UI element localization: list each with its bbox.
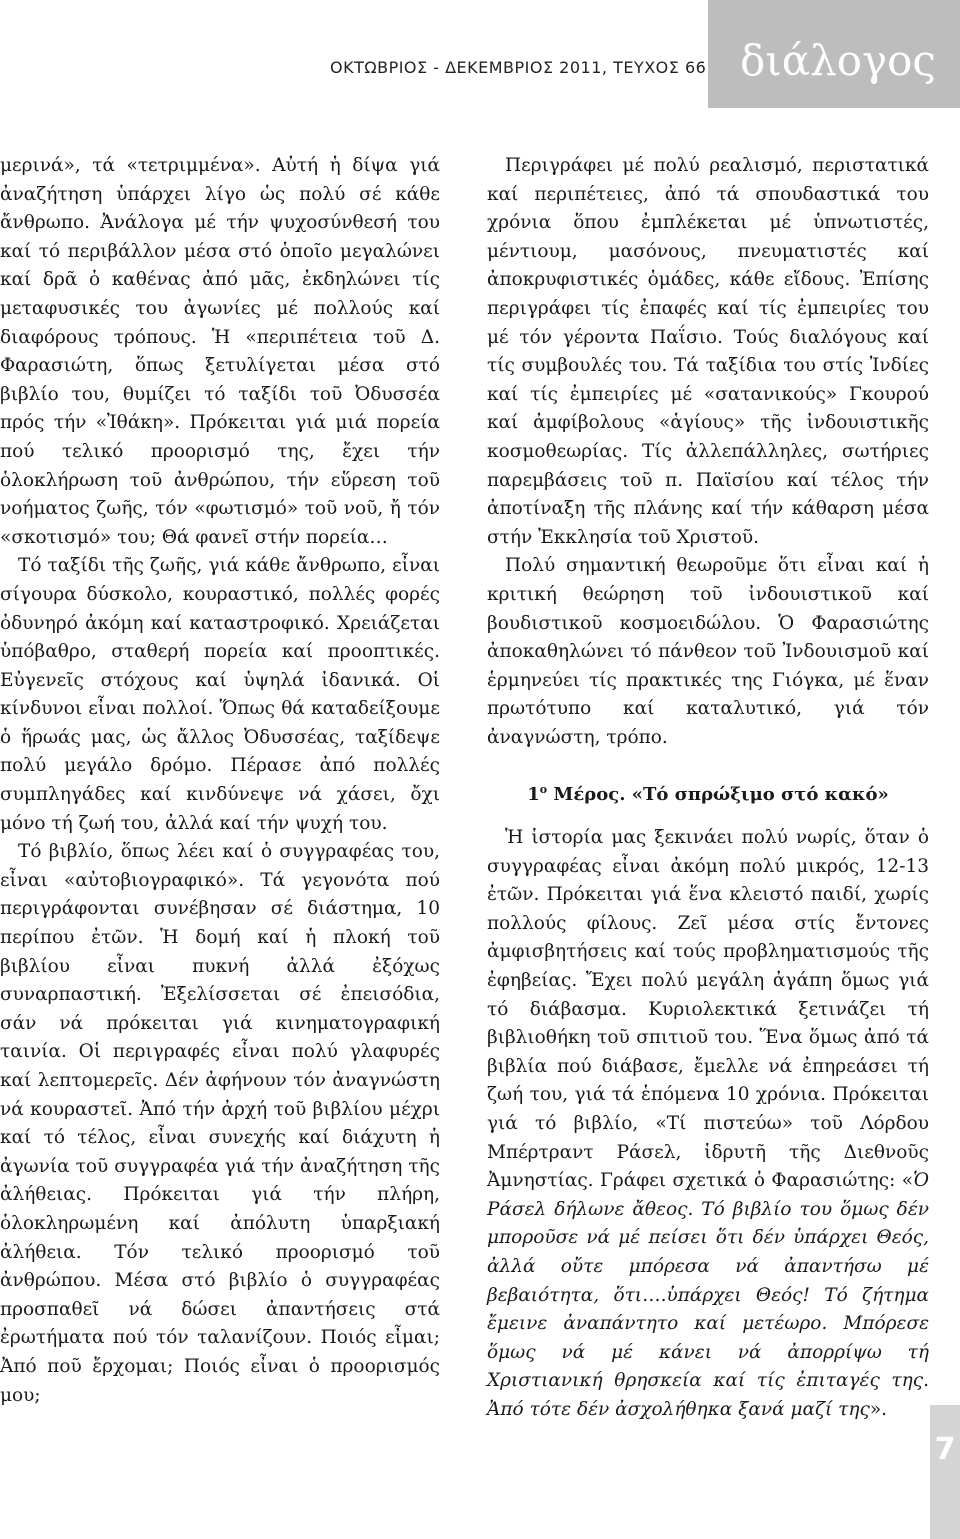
left-column (0, 152, 440, 1410)
section-heading-text: Μέρος. «Τό σπρώξιμο στό κακό» (553, 784, 889, 806)
right-paragraph-2: Πολύ σημαντική θεωροῦμε ὅτι εἶναι καί ἡ κριτική θεώρηση τοῦ ἰνδουιστικοῦ καί βουδιστικοῦ κοσμοειδώλου. Ὁ Φαρασιώτης ἀποκαθηλώνει τό πάνθεον τοῦ Ἰνδουισμοῦ καί ἑρμηνεύει τίς πρακτικές της Γιόγκα, μέ ἕναν πρωτότυπο καί καταλυτικό, γιά τόν ἀναγνώστη, τρόπο. (487, 555, 929, 748)
section-heading-ordinal: ο (539, 783, 548, 797)
right-paragraph-3-text: Ἡ ἱστορία μας ξεκινάει πολύ νωρίς, ὅταν ὁ συγγραφέας εἶναι ἀκόμη πολύ μικρός, 12-13 ἐτῶν. Πρόκειται γιά ἕνα κλειστό παιδί, χωρίς πολλούς φίλους. Ζεῖ μέσα στίς ἔντονες ἀμφισβητήσεις καί τούς προβληματισμούς τῆς ἐφηβείας. Ἔχει πολύ μεγάλη ἀγάπη ὅμως γιά τό διάβασμα. Κυριολεκτικά ξετινάζει τή βιβλιοθήκη τοῦ σπιτιοῦ του. Ἕνα ὅμως ἀπό τά βιβλία πού διάβασε, ἔμελλε νά ἐπηρεάσει τή ζωή του, γιά τά ἑπόμενα 10 χρόνια. Πρόκειται γιά τό βιβλίο, «Τί πιστεύω» τοῦ Λόρδου Μπέρτραντ Ράσελ, ἱδρυτῆ τῆς Διεθνοῦς Ἀμνηστίας. Γράφει σχετικά ὁ Φαρασιώτης: « (487, 827, 929, 1192)
magazine-title: διάλογος (740, 36, 936, 85)
left-paragraph-1: μερινά», τά «τετριμμένα». Αὐτή ἡ δίψα γιά ἀναζήτηση ὑπάρχει λίγο ὡς πολύ σέ κάθε ἄνθρωπο. Ἀνάλογα μέ τήν ψυχοσύνθεσή του καί τό περιβάλλον μέσα στό ὁποῖο μεγαλώνει καί δρᾶ ὁ καθένας ἀπό μᾶς, ἐκδηλώνει τίς μεταφυσικές του ἀγωνίες μέ πολλούς καί διαφόρους τρόπους. Ἡ «περιπέτεια τοῦ Δ. Φαρασιώτη, ὅπως ξετυλίγεται μέσα στό βιβλίο του, θυμίζει τό ταξίδι τοῦ Ὀδυσσέα πρός τήν «Ἰθάκη». Πρόκειται γιά μιά πορεία πού τελικό προορισμό της, ἔχει τήν ὁλοκλήρωση τοῦ ἀνθρώπου, τήν εὕρεση τοῦ νοήματος ζωῆς, τόν «φωτισμό» τοῦ νοῦ, ἤ τόν «σκοτισμό» του; Θά φανεῖ στήν πορεία… (0, 155, 440, 548)
right-paragraph-3-end: ». (869, 1398, 888, 1420)
section-heading-number: 1 (527, 784, 540, 806)
page-number-bar (930, 1405, 960, 1539)
left-paragraph-2: Τό ταξίδι τῆς ζωῆς, γιά κάθε ἄνθρωπο, εἶναι σίγουρα δύσκολο, κουραστικό, πολλές φορές ὀδυνηρό ἀκόμη καί καταστροφικό. Χρειάζεται ὑπόβαθρο, σταθερή πορεία καί προοπτικές. Εὐγενεῖς στόχους καί ὑψηλά ἰδανικά. Οἱ κίνδυνοι εἶναι πολλοί. Ὅπως θά καταδείξουμε ὁ ἥρωάς μας, ὡς ἄλλος Ὀδυσσέας, ταξίδεψε πολύ μεγάλο δρόμο. Πέρασε ἀπό πολλές συμπληγάδες καί κινδύνεψε νά χάσει, ὄχι μόνο τή ζωή του, ἀλλά καί τήν ψυχή του. (0, 555, 440, 834)
russell-quote: Ὁ Ράσελ δήλωνε ἄθεος. Τό βιβλίο του ὅμως δέν μποροῦσε νά μέ πείσει ὅτι δέν ὑπάρχει Θεός, ἀλλά οὔτε μπόρεσα νά ἀπαντήσω μέ βεβαιότητα, ὅτι….ὑπάρχει Θεός! Τό ζήτημα ἔμεινε ἀναπάντητο καί μετέωρο. Μπόρεσε ὅμως νά μέ κάνει νά ἀπορρίψω τή Χριστιανική θρησκεία καί τίς ἐπιταγές της. Ἀπό τότε δέν ἀσχολήθηκα ξανά μαζί της (487, 1170, 929, 1420)
right-column (487, 152, 929, 1425)
issue-info: ΟΚΤΩΒΡΙΟΣ - ΔΕΚΕΜΒΡΙΟΣ 2011, ΤΕΥΧΟΣ 66 (330, 58, 707, 77)
left-paragraph-3: Τό βιβλίο, ὅπως λέει καί ὁ συγγραφέας του, εἶναι «αὐτοβιογραφικό». Τά γεγονότα πού περιγράφονται συνέβησαν σέ διάστημα, 10 περίπου ἐτῶν. Ἡ δομή καί ἡ πλοκή τοῦ βιβλίου εἶναι πυκνή ἀλλά ἐξόχως συναρπαστική. Ἐξελίσσεται σέ ἐπεισόδια, σάν νά πρόκειται γιά κινηματογραφική ταινία. Οἱ περιγραφές εἶναι πολύ γλαφυρές καί λεπτομερεῖς. Δέν ἀφήνουν τόν ἀναγνώστη νά κουραστεῖ. Ἀπό τήν ἀρχή τοῦ βιβλίου μέχρι καί τό τέλος, εἶναι συνεχής καί διάχυτη ἡ ἀγωνία τοῦ συγγραφέα γιά τήν ἀναζήτηση τῆς ἀλήθειας. Πρόκειται γιά τήν πλήρη, ὁλοκληρωμένη καί ἀπόλυτη ὑπαρξιακή ἀλήθεια. Τόν τελικό προορισμό τοῦ ἀνθρώπου. Μέσα στό βιβλίο ὁ συγγραφέας προσπαθεῖ νά δώσει ἀπαντήσεις στά ἐρωτήματα πού τόν ταλανίζουν. Ποιός εἶμαι; Ἀπό ποῦ ἔρχομαι; Ποιός εἶναι ὁ προορισμός μου; (0, 841, 440, 1406)
right-paragraph-1: Περιγράφει μέ πολύ ρεαλισμό, περιστατικά καί περιπέτειες, ἀπό τά σπουδαστικά του χρόνια ὅπου ἐμπλέκεται μέ ὑπνωτιστές, μέντιουμ, μασόνους, πνευματιστές καί ἀποκρυφιστικές ὁμάδες, κάθε εἴδους. Ἐπίσης περιγράφει τίς ἐπαφές καί τίς ἐμπειρίες του μέ τόν γέροντα Παΐσιο. Τούς διαλόγους καί τίς συμβουλές του. Τά ταξίδια του στίς Ἰνδίες καί τίς ἐμπειρίες μέ «σατανικούς» Γκουρού καί ἀμφίβολους «ἁγίους» τῆς ἰνδουιστικῆς κοσμοθεωρίας. Τίς ἀλλεπάλληλες, σωτήριες παρεμβάσεις τοῦ π. Παϊσίου καί τέλος τήν ἀποτίναξη τῆς πλάνης καί τήν κάθαρση μέσα στήν Ἐκκλησία τοῦ Χριστοῦ. (487, 155, 929, 548)
right-paragraph-3 (487, 824, 929, 1424)
page-number: 7 (934, 1432, 956, 1467)
section-heading (487, 776, 929, 810)
